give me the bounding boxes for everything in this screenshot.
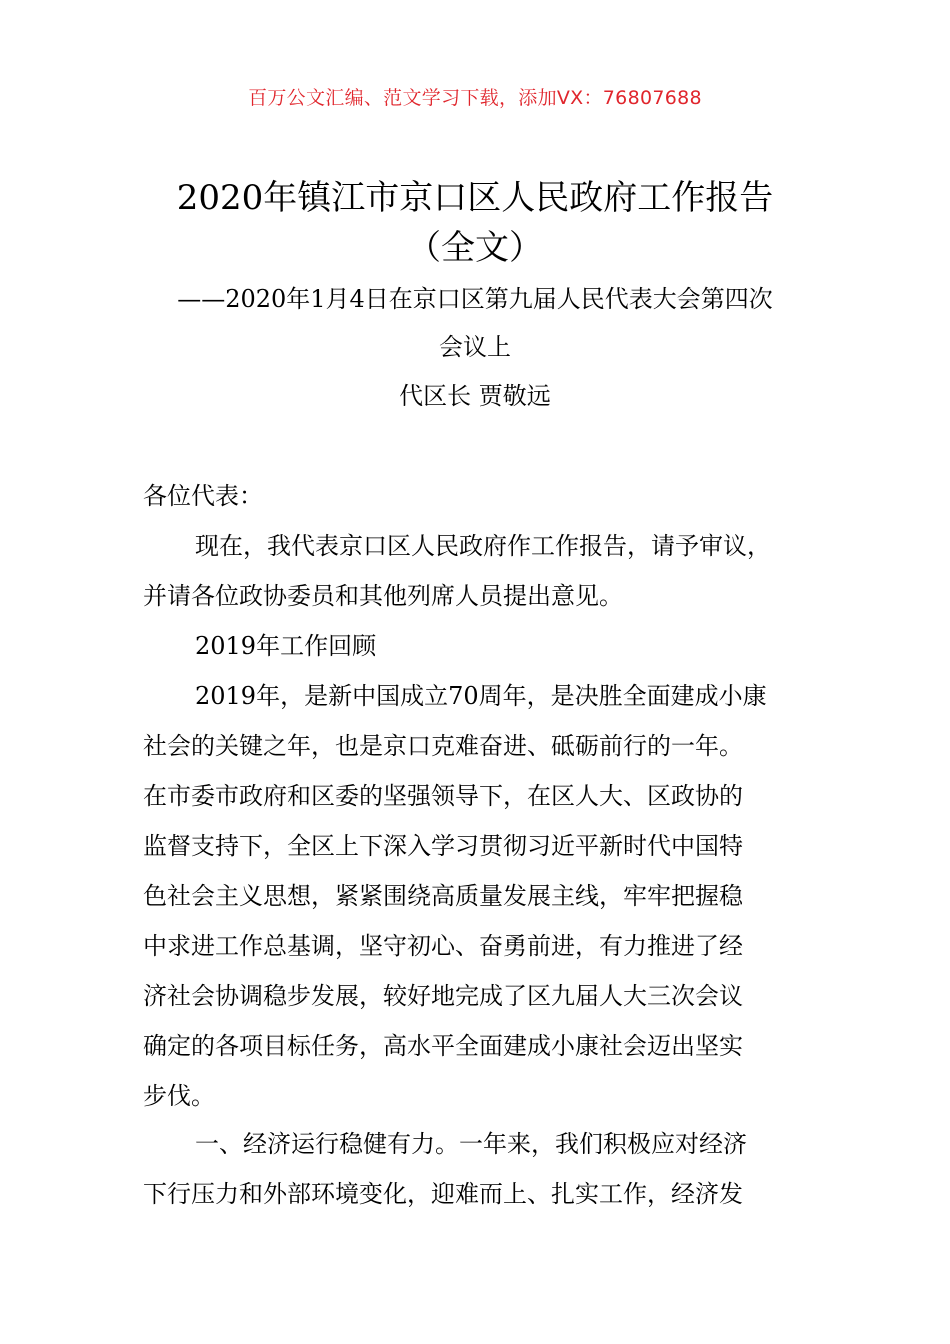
paragraph-line: 并请各位政协委员和其他列席人员提出意见。: [143, 582, 623, 610]
paragraph-line: 步伐。: [143, 1082, 215, 1110]
paragraph-line: 色社会主义思想，紧紧围绕高质量发展主线，牢牢把握稳: [143, 882, 743, 910]
paragraph-line: 济社会协调稳步发展，较好地完成了区九届人大三次会议: [143, 982, 743, 1010]
salutation: 各位代表：: [143, 482, 263, 510]
paragraph-line: 在市委市政府和区委的坚强领导下，在区人大、区政协的: [143, 782, 743, 810]
paragraph-line: 中求进工作总基调，坚守初心、奋勇前进，有力推进了经: [143, 932, 743, 960]
paragraph-line: 2019年，是新中国成立70周年，是决胜全面建成小康: [195, 682, 767, 710]
paragraph-intro: [143, 521, 833, 621]
paragraph-line: 监督支持下，全区上下深入学习贯彻习近平新时代中国特: [143, 832, 743, 860]
section-heading: [143, 621, 833, 671]
paragraph-line: 确定的各项目标任务，高水平全面建成小康社会迈出坚实: [143, 1032, 743, 1060]
paragraph-line: 下行压力和外部环境变化，迎难而上、扎实工作，经济发: [143, 1180, 743, 1208]
speaker: 代区长 贾敬远: [399, 382, 551, 410]
meeting-info: ——2020年1月4日在京口区第九届人民代表大会第四次: [177, 285, 773, 313]
watermark-banner: 百万公文汇编、范文学习下载，添加VX：76807688: [248, 87, 702, 109]
paragraph-line: 现在，我代表京口区人民政府作工作报告，请予审议，: [195, 532, 771, 560]
paragraph-review: [143, 671, 833, 1121]
paragraph-economy: [143, 1119, 833, 1219]
section-heading-text: 2019年工作回顾: [195, 632, 377, 660]
report-title: 2020年镇江市京口区人民政府工作报告: [176, 178, 774, 218]
paragraph-line: 一、经济运行稳健有力。一年来，我们积极应对经济: [195, 1130, 747, 1158]
meeting-info-continued: 会议上: [439, 333, 511, 361]
paragraph-line: 社会的关键之年，也是京口克难奋进、砥砺前行的一年。: [143, 732, 743, 760]
report-title-suffix: （全文）: [407, 228, 543, 268]
